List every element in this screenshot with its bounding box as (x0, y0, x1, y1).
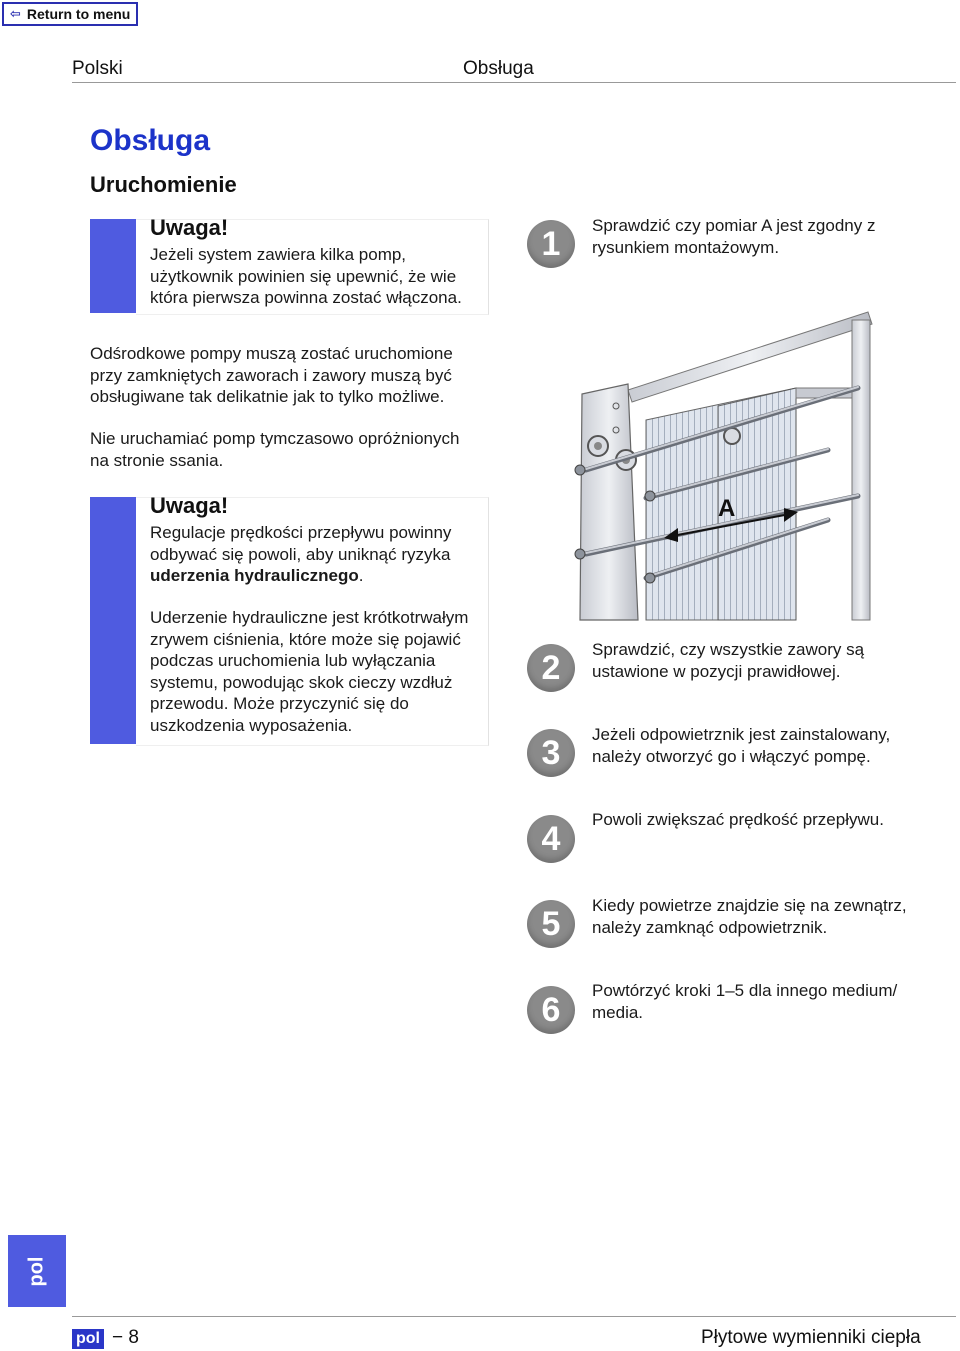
paragraph-line: przy zamkniętych zaworach i zawory muszą być (90, 365, 452, 385)
step-line: należy otworzyć go i włączyć pompę. (592, 746, 871, 766)
step-line: Jeżeli odpowietrznik jest zainstalowany, (592, 725, 891, 744)
product-name: Płytowe wymienniki ciepła (701, 1327, 921, 1348)
paragraph-line: obsługiwane tak delikatnie jak to tylko możliwe. (90, 387, 445, 406)
step-3-number: 3 (527, 729, 575, 777)
page-subtitle: Uruchomienie (90, 172, 237, 197)
notice-1-line: użytkownik powinien się upewnić, że wie (150, 266, 457, 286)
footer-divider (72, 1316, 956, 1317)
step-6-text (592, 980, 897, 1023)
notice-2-accent-bar (90, 497, 136, 744)
paragraph-line: Odśrodkowe pompy muszą zostać uruchomione (90, 344, 453, 363)
step-line: ustawione w pozycji prawidłowej. (592, 661, 841, 681)
notice-2-line (150, 565, 451, 587)
step-5-number: 5 (527, 900, 575, 948)
explanation-line: Uderzenie hydrauliczne jest krótkotrwałym (150, 608, 469, 627)
step-4-text (592, 809, 884, 831)
step-4-number: 4 (527, 815, 575, 863)
header-divider (72, 82, 956, 83)
notice-2-emphasis: uderzenia hydraulicznego (150, 566, 359, 585)
explanation-line: zrywem ciśnienia, które może się pojawić (150, 629, 461, 649)
step-6-number: 6 (527, 986, 575, 1034)
header-language: Polski (72, 58, 123, 79)
step-line: Kiedy powietrze znajdzie się na zewnątrz, (592, 896, 907, 915)
paragraph-line: Nie uruchamiać pomp tymczasowo opróżnionych (90, 429, 460, 448)
return-to-menu-button[interactable] (2, 2, 138, 26)
page-title: Obsługa (90, 124, 211, 157)
paragraph-suction (90, 428, 459, 471)
step-3-text (592, 724, 890, 767)
dimension-a-label: A (718, 495, 736, 522)
notice-1-line: która pierwsza powinna zostać włączona. (150, 288, 462, 307)
step-line: należy zamknąć odpowietrznik. (592, 917, 828, 937)
explanation-line: uszkodzenia wyposażenia. (150, 715, 353, 735)
step-1-number: 1 (527, 220, 575, 268)
back-arrow-icon: ⇦ (10, 6, 21, 21)
language-side-tab-label: pol (25, 1256, 48, 1286)
step-1-text (592, 215, 875, 258)
page-number: − 8 (112, 1327, 139, 1348)
step-line: Sprawdzić, czy wszystkie zawory są (592, 640, 865, 659)
step-5-text (592, 895, 907, 938)
language-badge: pol (72, 1329, 104, 1349)
step-line: rysunkiem montażowym. (592, 237, 780, 257)
step-line: Sprawdzić czy pomiar A jest zgodny z (592, 216, 876, 235)
return-to-menu-label: Return to menu (26, 6, 131, 22)
notice-2-explanation (150, 607, 468, 736)
notice-1-text (150, 244, 462, 309)
header-section: Obsługa (463, 58, 534, 79)
step-2-number: 2 (527, 644, 575, 692)
notice-2-line: odbywać się powoli, aby uniknąć ryzyka (150, 544, 451, 564)
plate-heat-exchanger-illustration (568, 310, 878, 622)
step-line: Powoli zwiększać prędkość przepływu. (592, 810, 884, 829)
notice-1-line: Jeżeli system zawiera kilka pomp, (150, 245, 407, 264)
explanation-line: systemu, powodując skok cieczy wzdłuż (150, 672, 453, 692)
notice-2-line: Regulacje prędkości przepływu powinny (150, 523, 452, 542)
step-line: media. (592, 1002, 644, 1022)
notice-2-text (150, 522, 451, 587)
notice-1-title: Uwaga! (150, 215, 229, 240)
step-line: Powtórzyć kroki 1–5 dla innego medium/ (592, 981, 898, 1000)
notice-1-accent-bar (90, 219, 136, 313)
explanation-line: przewodu. Może przyczynić się do (150, 694, 409, 713)
notice-2-title: Uwaga! (150, 493, 229, 518)
paragraph-line: na stronie ssania. (90, 450, 224, 470)
language-side-tab (8, 1235, 66, 1307)
explanation-line: podczas uruchomienia lub wyłączania (150, 651, 436, 670)
notice-2-period: . (358, 566, 364, 585)
step-2-text (592, 639, 864, 682)
paragraph-pumps (90, 343, 453, 408)
